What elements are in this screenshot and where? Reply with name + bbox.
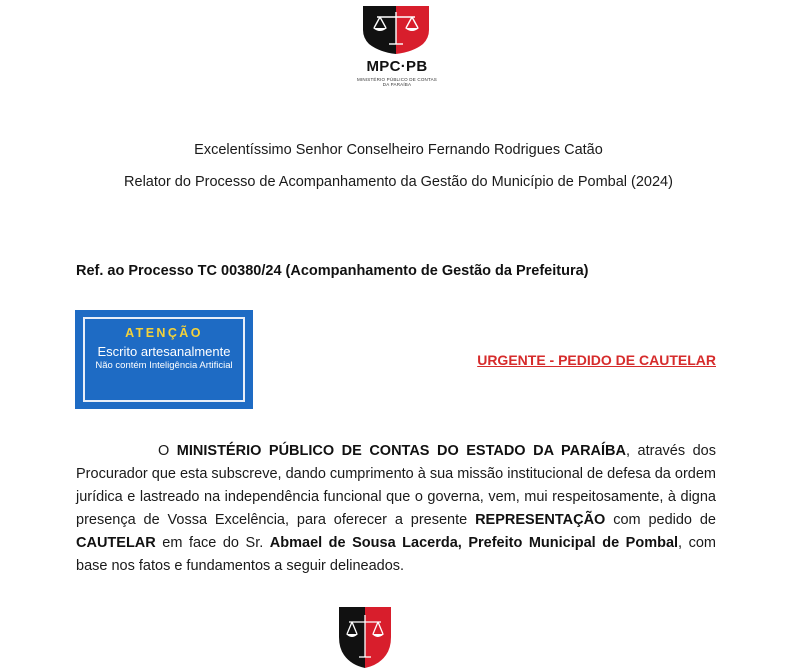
org-subtitle-line2: DA PARAÍBA bbox=[382, 82, 412, 87]
body-text-4: em face do Sr. bbox=[155, 535, 270, 551]
mpc-logo bbox=[361, 4, 431, 56]
org-subtitle bbox=[352, 77, 442, 87]
body-text-1: O bbox=[158, 443, 177, 459]
notice-line2: Não contém Inteligência Artificial bbox=[95, 360, 233, 371]
body-bold-cautelar: CAUTELAR bbox=[76, 535, 156, 551]
body-bold-mayor: Abmael de Sousa Lacerda, Prefeito Municipal de Pombal bbox=[269, 535, 679, 551]
attention-notice bbox=[75, 310, 253, 409]
body-text-3: com pedido de bbox=[605, 512, 716, 528]
mpc-logo-footer bbox=[337, 605, 393, 670]
attention-notice-frame bbox=[83, 317, 245, 402]
body-bold-representacao: REPRESENTAÇÃO bbox=[475, 512, 606, 528]
notice-line1: Escrito artesanalmente bbox=[97, 344, 231, 359]
body-paragraph bbox=[76, 440, 716, 578]
notice-title: ATENÇÃO bbox=[125, 326, 203, 340]
org-subtitle-line1: MINISTÉRIO PÚBLICO DE CONTAS bbox=[356, 77, 438, 82]
process-reference: Ref. ao Processo TC 00380/24 (Acompanhamento de Gestão da Prefeitura) bbox=[76, 263, 589, 279]
body-bold-org: MINISTÉRIO PÚBLICO DE CONTAS DO ESTADO DA PARAÍBA bbox=[176, 443, 627, 459]
addressee-line1: Excelentíssimo Senhor Conselheiro Fernando Rodrigues Catão bbox=[194, 142, 603, 158]
scales-of-justice-shield-icon bbox=[361, 4, 431, 56]
addressee-line2: Relator do Processo de Acompanhamento da Gestão do Município de Pombal (2024) bbox=[124, 174, 673, 190]
scales-of-justice-shield-icon bbox=[337, 605, 393, 670]
org-acronym: MPC·PB bbox=[366, 58, 428, 75]
urgent-label: URGENTE - PEDIDO DE CAUTELAR bbox=[477, 352, 716, 368]
body-text-2: , através dos Procurador que esta subscreve, dando cumprimento à sua missão institucional de defesa da ordem jurídica e lastreado na independência funcional que o governa, vem, mui respeitosamente, à digna presença de Vossa Excelência, para oferecer a presente bbox=[76, 443, 717, 528]
body-text-5: , com base nos fatos e fundamentos a seguir delineados. bbox=[76, 535, 716, 574]
